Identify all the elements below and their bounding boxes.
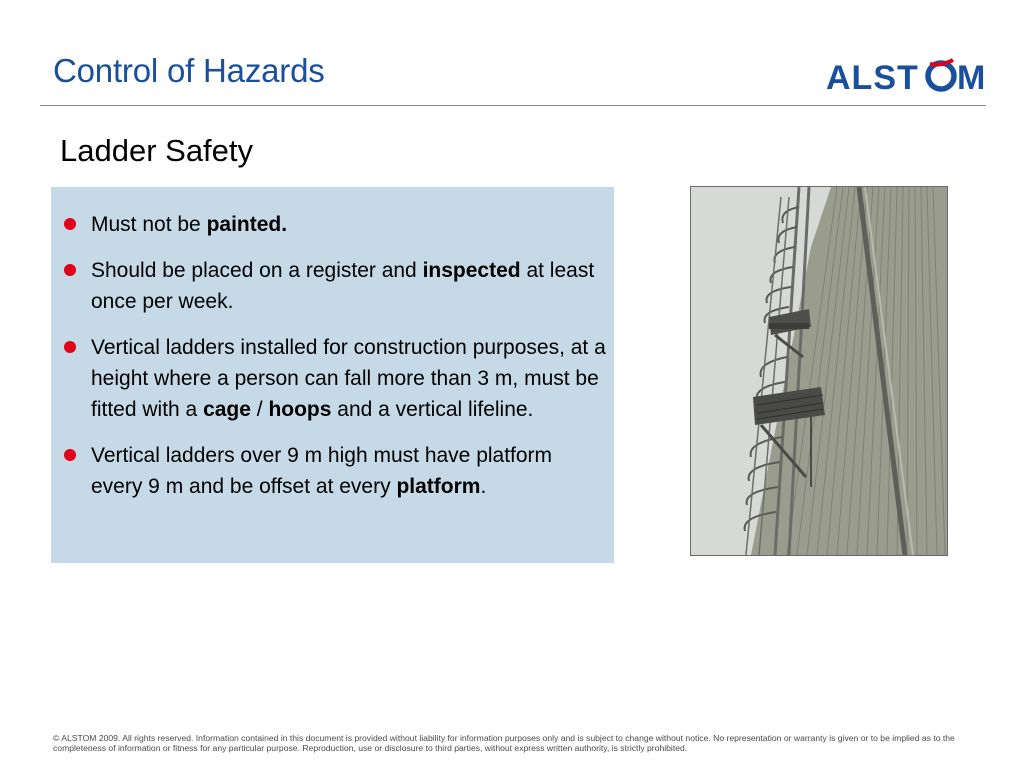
bullet-item	[51, 209, 614, 240]
bullet-text: .	[480, 475, 487, 498]
page-title: Control of Hazards	[53, 52, 325, 89]
bullet-text: Must not be	[91, 213, 207, 236]
bullet-item	[51, 332, 614, 425]
bullet-dot-icon	[64, 218, 76, 230]
bullet-text: Vertical ladders over 9 m high must have platform every 9 m and be offset at every	[91, 444, 553, 498]
bullet-text: at least once per week.	[91, 259, 595, 313]
alstom-logo-graphic	[826, 56, 990, 96]
bullet-dot-icon	[64, 449, 76, 461]
logo-o-mark	[928, 60, 954, 89]
svg-text:ALST: ALST	[826, 59, 919, 96]
svg-text:M: M	[957, 59, 986, 96]
section-heading: Ladder Safety	[60, 133, 254, 168]
bullet-emphasis: hoops	[268, 398, 332, 421]
bullet-text: Should be placed on a register and	[91, 259, 423, 282]
copyright-footer: © ALSTOM 2009. All rights reserved. Information contained in this document is provided without liability for information purposes only and is subject to change without notice. No representation or warranty is given or to be implied as to the completeness of information or fitness for any particular purpose. Reproduction, use or disclosure to third parties, without express written authority, is strictly prohibited.	[53, 733, 955, 753]
bullet-emphasis: painted.	[206, 213, 288, 236]
bullet-emphasis: cage	[203, 398, 251, 421]
header-divider	[40, 105, 986, 106]
bullet-panel	[51, 187, 614, 563]
bullet-list	[51, 209, 614, 517]
bullet-dot-icon	[64, 341, 76, 353]
bullet-emphasis: platform	[396, 475, 481, 498]
bullet-text: and a vertical lifeline.	[331, 398, 534, 421]
bullet-emphasis: inspected	[422, 259, 521, 282]
alstom-logo	[826, 56, 990, 96]
bullet-item	[51, 255, 614, 317]
ladder-photo-image	[691, 187, 947, 555]
ladder-photo	[690, 186, 948, 556]
bullet-text: Vertical ladders installed for construction purposes, at a height where a person can fall more than 3 m, must be fitted with a	[91, 336, 606, 421]
bullet-dot-icon	[64, 264, 76, 276]
bullet-item	[51, 440, 614, 502]
bullet-text: /	[250, 398, 269, 421]
